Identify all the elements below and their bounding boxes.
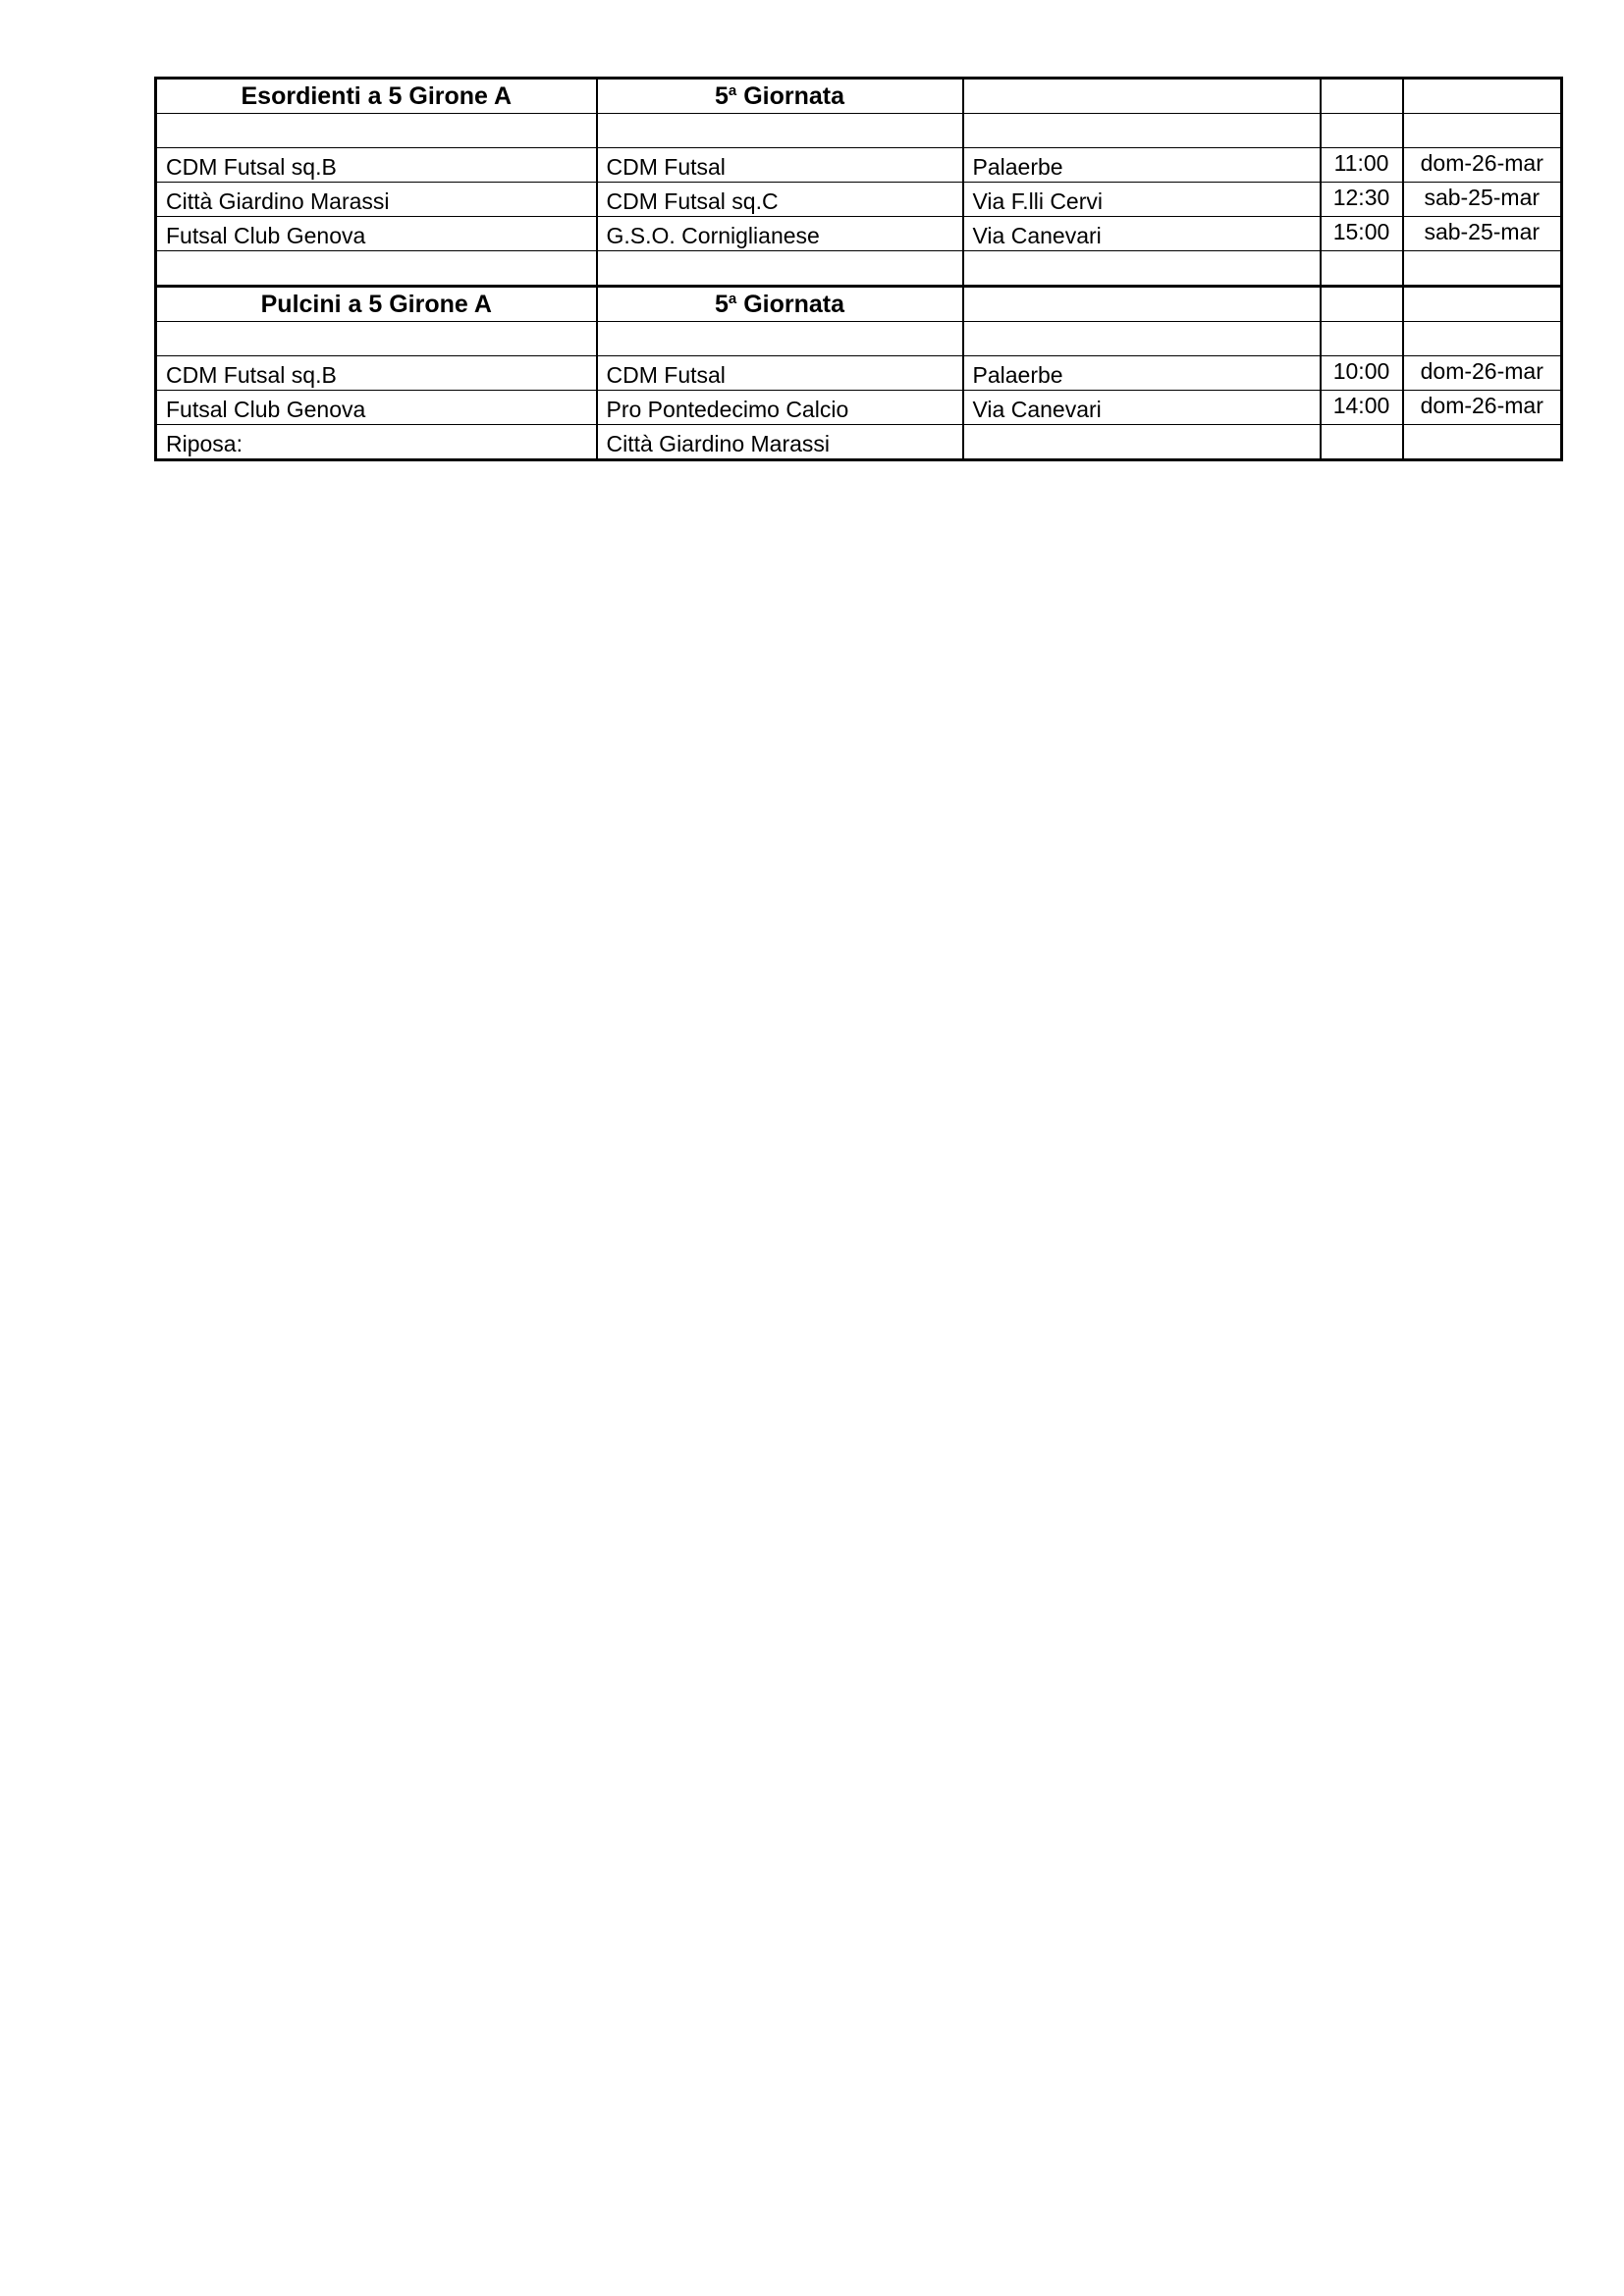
match-time: 14:00: [1321, 391, 1403, 425]
empty-cell: [1321, 114, 1403, 148]
empty-cell: [156, 322, 597, 356]
match-row: [156, 148, 1562, 183]
away-team: G.S.O. Corniglianese: [597, 217, 963, 251]
round-label: Giornata: [743, 82, 844, 110]
empty-cell: [156, 114, 597, 148]
home-team: Futsal Club Genova: [156, 217, 597, 251]
match-time: 15:00: [1321, 217, 1403, 251]
rest-label: Riposa:: [156, 425, 597, 460]
empty-cell: [1321, 251, 1403, 287]
empty-cell: [1403, 114, 1562, 148]
home-team: CDM Futsal sq.B: [156, 356, 597, 391]
empty-cell: [963, 114, 1321, 148]
venue: Via F.lli Cervi: [963, 183, 1321, 217]
spacer-row: [156, 322, 1562, 356]
away-team: Pro Pontedecimo Calcio: [597, 391, 963, 425]
venue: Via Canevari: [963, 391, 1321, 425]
away-team: CDM Futsal: [597, 356, 963, 391]
match-row: [156, 217, 1562, 251]
rest-row: [156, 425, 1562, 460]
empty-cell: [1321, 322, 1403, 356]
match-row: [156, 356, 1562, 391]
round-label: Giornata: [743, 291, 844, 318]
away-team: CDM Futsal: [597, 148, 963, 183]
round-title: [597, 79, 963, 114]
section-header-row: [156, 79, 1562, 114]
match-date: dom-26-mar: [1403, 391, 1562, 425]
venue: Via Canevari: [963, 217, 1321, 251]
match-date: dom-26-mar: [1403, 356, 1562, 391]
spacer-row: [156, 114, 1562, 148]
section-header-row: [156, 287, 1562, 322]
match-row: [156, 391, 1562, 425]
empty-cell: [1403, 79, 1562, 114]
venue: Palaerbe: [963, 356, 1321, 391]
empty-cell: [963, 79, 1321, 114]
round-number: 5: [715, 82, 729, 110]
empty-cell: [1403, 251, 1562, 287]
empty-cell: [1321, 425, 1403, 460]
round-title: [597, 287, 963, 322]
empty-cell: [1403, 322, 1562, 356]
empty-cell: [963, 287, 1321, 322]
home-team: Futsal Club Genova: [156, 391, 597, 425]
home-team: Città Giardino Marassi: [156, 183, 597, 217]
round-number: 5: [715, 291, 729, 318]
category-title: Esordienti a 5 Girone A: [156, 79, 597, 114]
category-title: Pulcini a 5 Girone A: [156, 287, 597, 322]
empty-cell: [1403, 425, 1562, 460]
empty-cell: [156, 251, 597, 287]
empty-cell: [597, 322, 963, 356]
rest-team: Città Giardino Marassi: [597, 425, 963, 460]
empty-cell: [1321, 287, 1403, 322]
round-ordinal-suffix: a: [728, 82, 737, 99]
home-team: CDM Futsal sq.B: [156, 148, 597, 183]
empty-cell: [597, 114, 963, 148]
match-date: dom-26-mar: [1403, 148, 1562, 183]
empty-cell: [1321, 79, 1403, 114]
empty-cell: [963, 425, 1321, 460]
match-time: 11:00: [1321, 148, 1403, 183]
venue: Palaerbe: [963, 148, 1321, 183]
match-time: 12:30: [1321, 183, 1403, 217]
spacer-row: [156, 251, 1562, 287]
empty-cell: [597, 251, 963, 287]
match-date: sab-25-mar: [1403, 183, 1562, 217]
match-date: sab-25-mar: [1403, 217, 1562, 251]
away-team: CDM Futsal sq.C: [597, 183, 963, 217]
empty-cell: [1403, 287, 1562, 322]
match-row: [156, 183, 1562, 217]
empty-cell: [963, 322, 1321, 356]
empty-cell: [963, 251, 1321, 287]
match-time: 10:00: [1321, 356, 1403, 391]
match-schedule-table: [154, 77, 1563, 461]
round-ordinal-suffix: a: [728, 291, 737, 307]
